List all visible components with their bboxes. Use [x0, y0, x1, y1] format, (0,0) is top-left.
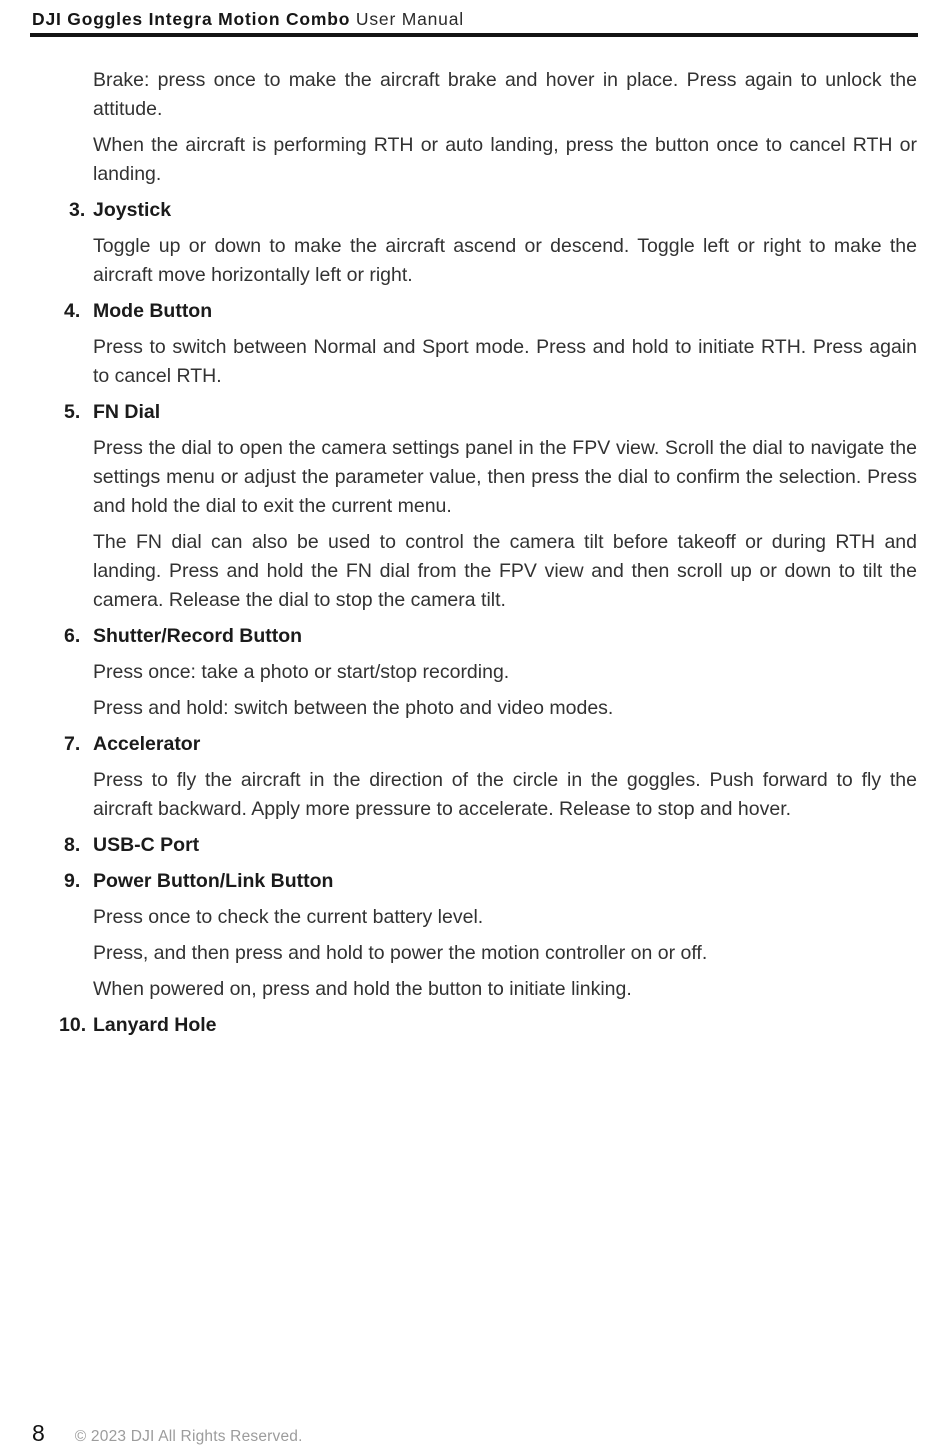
paragraph: Press and hold: switch between the photo and video modes. [93, 697, 614, 719]
paragraph: Press the dial to open the camera settings panel in the FPV view. Scroll the dial to navigate the settings menu or adjust the parameter value, then press the dial to confirm the selection. Press and hold the dial to exit the current menu. [93, 437, 917, 517]
item-number: 7. [64, 733, 81, 755]
list-item-heading-joystick [69, 196, 917, 225]
paragraph: The FN dial can also be used to control the camera tilt before takeoff or during RTH and landing. Press and hold the FN dial from the FPV view and then scroll up or down to tilt the camera. Release the dial to stop the camera tilt. [93, 531, 917, 611]
list-item-heading-fn-dial [64, 398, 917, 427]
item-number: 9. [64, 870, 81, 892]
item-title: Power Button/Link Button [93, 870, 334, 892]
item-title: Joystick [93, 199, 172, 221]
item-title: USB-C Port [93, 834, 200, 856]
item-number: 3. [69, 199, 86, 221]
page-footer [32, 1419, 303, 1447]
paragraph: Press once: take a photo or start/stop recording. [93, 661, 510, 683]
paragraph: Press, and then press and hold to power the motion controller on or off. [93, 942, 708, 964]
page-content [59, 66, 917, 1047]
page-header-title [32, 8, 464, 30]
item-title: Lanyard Hole [93, 1014, 217, 1036]
paragraph: Press to switch between Normal and Sport mode. Press and hold to initiate RTH. Press again to cancel RTH. [93, 336, 917, 387]
item-number: 8. [64, 834, 81, 856]
item-number: 10. [59, 1014, 87, 1036]
paragraph: Brake: press once to make the aircraft brake and hover in place. Press again to unlock the attitude. [93, 69, 917, 120]
header-title-bold: DJI Goggles Integra Motion Combo [32, 9, 351, 29]
paragraph: Press once to check the current battery level. [93, 906, 484, 928]
list-item-heading-usb-c-port [64, 831, 917, 860]
list-item-heading-accelerator [64, 730, 917, 759]
list-item-heading-lanyard-hole [59, 1011, 917, 1040]
header-title-regular: User Manual [355, 9, 464, 29]
header-rule [30, 33, 918, 37]
item-number: 6. [64, 625, 81, 647]
paragraph: Press to fly the aircraft in the direction of the circle in the goggles. Push forward to fly the aircraft backward. Apply more pressure to accelerate. Release to stop and hover. [93, 769, 917, 820]
list-item-heading-shutter-record-button [64, 622, 917, 651]
item-title: FN Dial [93, 401, 161, 423]
item-title: Mode Button [93, 300, 213, 322]
item-number: 4. [64, 300, 81, 322]
copyright-notice: © 2023 DJI All Rights Reserved. [74, 1428, 303, 1445]
item-title: Accelerator [93, 733, 201, 755]
page-number: 8 [32, 1420, 45, 1446]
item-number: 5. [64, 401, 81, 423]
paragraph: When powered on, press and hold the button to initiate linking. [93, 978, 632, 1000]
list-item-heading-mode-button [64, 297, 917, 326]
item-title: Shutter/Record Button [93, 625, 303, 647]
list-item-heading-power-link-button [64, 867, 917, 896]
paragraph: When the aircraft is performing RTH or auto landing, press the button once to cancel RTH or landing. [93, 134, 917, 185]
paragraph: Toggle up or down to make the aircraft ascend or descend. Toggle left or right to make the aircraft move horizontally left or right. [93, 235, 917, 286]
